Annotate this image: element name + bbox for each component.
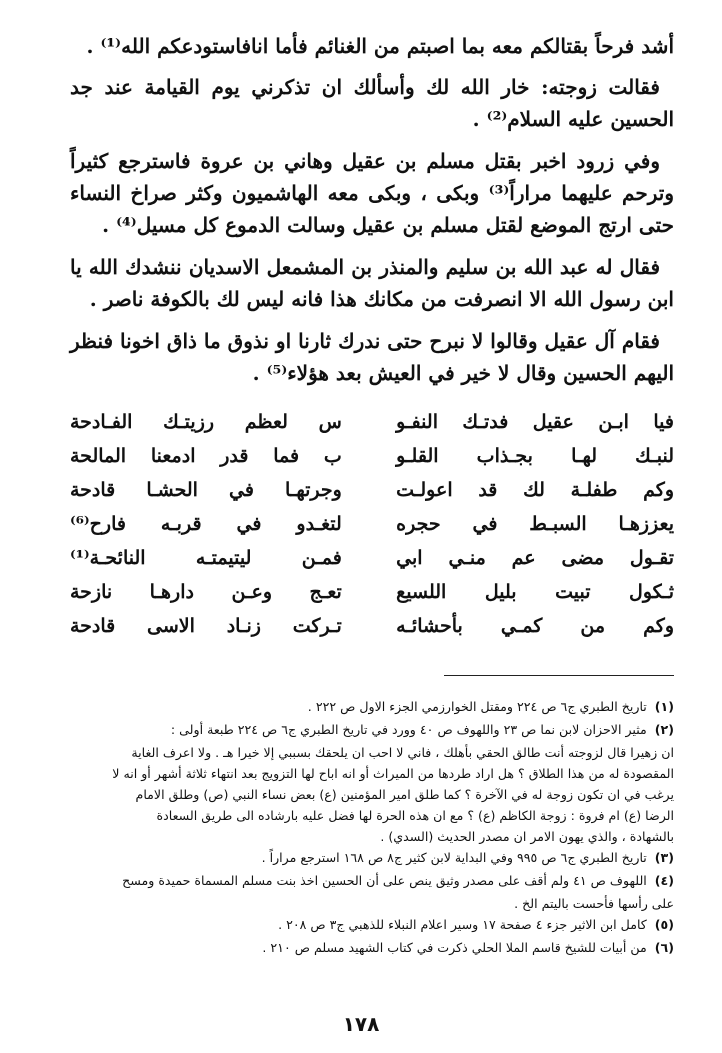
paragraph-4: فقال له عبد الله بن سليم والمنذر بن المشمعل الاسديان ننشدك الله يا ابن رسول الله الا انصرفت من مكانك هذا فانه ليس لك بالكوفة ناصر . <box>70 255 674 311</box>
footnote-6 <box>70 937 674 958</box>
poem-first-hemistich: تقـول مضى عم منـي ابي <box>396 547 674 569</box>
paragraph-2: فقالت زوجته: خار الله لك وأسألك ان تذكرني يوم القيامة عند جد الحسين عليه السلام⁽²⁾ . <box>70 75 674 131</box>
poem-second-hemistich: لتغـدو في قربـه فارح⁽⁶⁾ <box>70 513 342 535</box>
poem-verse <box>70 609 674 643</box>
footnote-continuation: بالشهادة ، والذي يهون الامر ان مصدر الحديث (السدي) . <box>380 829 674 844</box>
footnote-text: من أبيات للشيخ قاسم الملا الحلي ذكرت في كتاب الشهيد مسلم ص ٢١٠ . <box>262 940 647 955</box>
page-number: ١٧٨ <box>342 1012 380 1036</box>
poem <box>70 405 674 643</box>
poem-verse <box>70 575 674 609</box>
poem-first-hemistich: فيا ابـن عقيل فدتـك النفـو <box>396 411 674 433</box>
paragraph-3: وفي زرود اخبر بقتل مسلم بن عقيل وهاني بن عروة فاسترجع كثيراً وترحم عليهما مراراً⁽³⁾ وبكى ، وبكى معه الهاشميون وكثر صراخ النساء حتى ارتج الموضع لقتل مسلم بن عقيل وسالت الدموع كل مسيل⁽⁴⁾ . <box>70 149 674 237</box>
poem-verse <box>70 473 674 507</box>
poem-verse <box>70 507 674 541</box>
poem-verse <box>70 439 674 473</box>
footnote-number: (١) <box>654 699 674 714</box>
poem-first-hemistich: يعززهـا السبـط في حجره <box>396 513 674 535</box>
poem-second-hemistich: فمـن ليتيمتـه النائحـة⁽¹⁾ <box>70 547 342 569</box>
footnote-number: (٦) <box>654 940 674 955</box>
poem-first-hemistich: لنبـك لهـا بجـذاب القلـو <box>396 445 674 467</box>
poem-first-hemistich: وكم طفلـة لك قد اعولـت <box>396 479 674 501</box>
poem-second-hemistich: تعـج وعـن دارهـا نازحة <box>70 581 342 603</box>
main-text <box>70 30 674 389</box>
poem-second-hemistich: تـركت زنـاد الاسى قادحة <box>70 615 342 637</box>
footnote-2 <box>70 719 674 740</box>
footnote-3 <box>70 847 674 868</box>
footnote-continuation: ان زهيرا قال لزوجته أنت طالق الحقي بأهلك ، فاني لا احب ان يلحقك بسببي إلا خيرا هـ . ولا اعرف الغاية <box>131 745 674 760</box>
footnote-continuation: المقصودة له من هذا الطلاق ؟ هل اراد طردها من الميراث أو انه اباح لها التزويج بعد انتهاء ثلاثة أشهر أو انه لا <box>112 766 674 781</box>
footnote-number: (٤) <box>654 873 674 888</box>
paragraph-1: أشد فرحاً بقتالكم معه بما اصبتم من الغنائم فأما انافاستودعكم الله⁽¹⁾ . <box>86 34 674 58</box>
poem-second-hemistich: وجرتهـا في الحشـا قادحة <box>70 479 342 501</box>
poem-verse <box>70 541 674 575</box>
footnote-1 <box>70 696 674 717</box>
footnote-continuation: الرضا (ع) ام فروة : زوجة الكاظم (ع) ؟ مع ان هذه الحرة لها فضل عليه بارشاده الى طريق السعادة <box>156 808 674 823</box>
poem-second-hemistich: س لعظم رزيتـك الفـادحة <box>70 411 342 433</box>
paragraph-5: فقام آل عقيل وقالوا لا نبرح حتى ندرك ثارنا او نذوق ما ذاق اخونا فنظر اليهم الحسين وقال لا خير في العيش بعد هؤلاء⁽⁵⁾ . <box>70 329 674 385</box>
footnote-number: (٢) <box>654 722 674 737</box>
footnote-text: تاريخ الطبري ج٦ ص ٢٢٤ ومقتل الخوارزمي الجزء الاول ص ٢٢٢ . <box>307 699 647 714</box>
footnote-separator <box>444 675 674 676</box>
footnotes <box>70 696 674 958</box>
footnote-4 <box>70 870 674 891</box>
footnote-number: (٣) <box>654 850 674 865</box>
footnote-text: تاريخ الطبري ج٦ ص ٩٩٥ وفي البداية لابن كثير ج٨ ص ١٦٨ استرجع مراراً . <box>261 850 647 865</box>
footnote-text: مثير الاحزان لابن نما ص ٢٣ واللهوف ص ٤٠ وورد في تاريخ الطبري ج٦ ص ٢٢٤ طبعة أولى : <box>170 722 647 737</box>
footnote-text: اللهوف ص ٤١ ولم أقف على مصدر وثيق ينص على أن الحسين اخذ بنت مسلم المسماة حميدة ومسح <box>122 873 647 888</box>
footnote-continuation: على رأسها فأحست باليتم الخ . <box>514 896 674 911</box>
poem-second-hemistich: ب فما قدر ادمعنا المالحة <box>70 445 342 467</box>
poem-first-hemistich: ثـكول تبيت بليل اللسيع <box>396 581 674 603</box>
poem-first-hemistich: وكم من كمـي بأحشائـه <box>396 615 674 637</box>
poem-verse <box>70 405 674 439</box>
footnote-continuation: يرغب في ان تكون زوجة له في الآخرة ؟ كما طلق امير المؤمنين (ع) بعض نساء النبي (ص) وطلق الامام <box>135 787 674 802</box>
footnote-5 <box>70 914 674 935</box>
footnote-text: كامل ابن الاثير جزء ٤ صفحة ١٧ وسير اعلام النبلاء للذهبي ج٣ ص ٢٠٨ . <box>278 917 647 932</box>
footnote-number: (٥) <box>654 917 674 932</box>
